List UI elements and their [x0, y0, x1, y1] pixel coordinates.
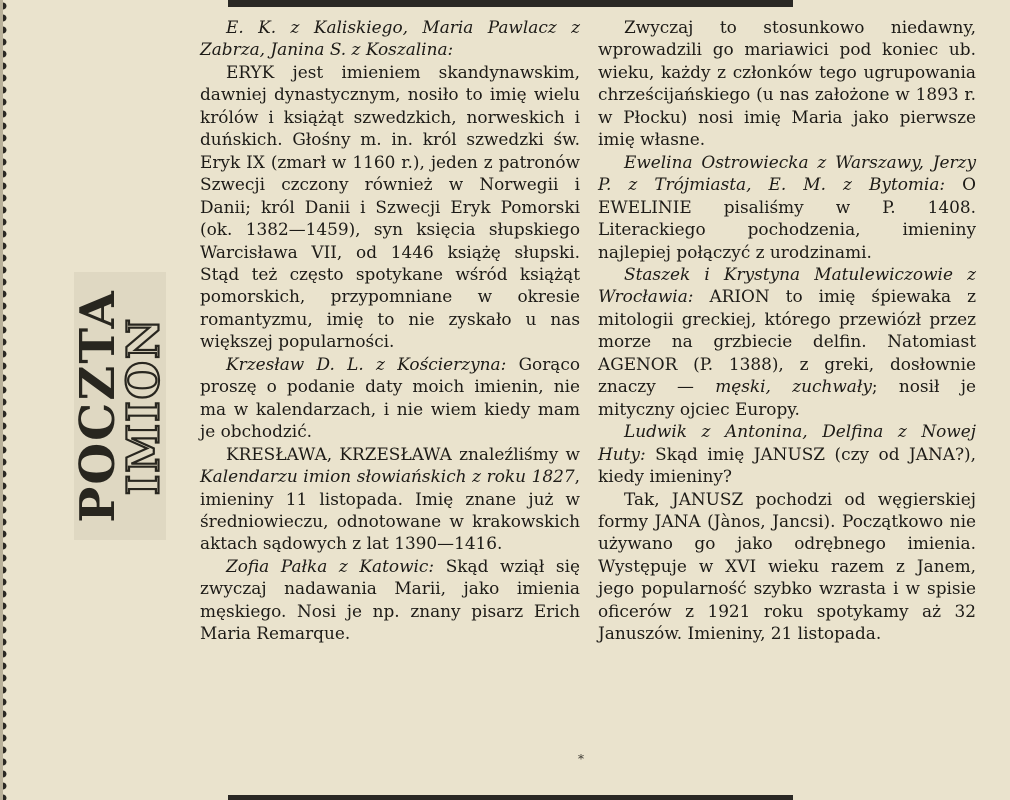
masthead-line-1: POCZTA	[70, 289, 126, 523]
reader-question	[200, 555, 580, 645]
answer-text: KRESŁAWA, KRZESŁAWA znaleźliśmy w	[226, 443, 580, 464]
top-border-bar	[228, 0, 793, 7]
answer-citation: Kalendarzu imion słowiańskich z roku 1827	[200, 466, 575, 487]
answer-paragraph	[200, 443, 580, 555]
answer-text: O EWELINIE pisaliśmy w P. 1408. Literackiego pochodzenia, imieniny najlepiej połączyć z urodzinami.	[598, 174, 977, 262]
reader-question	[598, 151, 976, 263]
left-perforation-border	[3, 0, 12, 800]
article-column-left	[200, 16, 580, 645]
bottom-border-bar	[228, 795, 793, 800]
answer-text: ; nosił je mityczny ojciec Europy.	[598, 376, 976, 419]
answer-text: , imieniny 11 listopada. Imię znane już w średniowieczu, odnotowane w krakowskich aktach sądowych z lat 1390—1416.	[200, 466, 580, 554]
reader-names: Ewelina Ostrowiecka z Warszawy, Jerzy P. z Trójmiasta, E. M. z Bytomia:	[598, 151, 976, 195]
answer-text: ARION to imię śpiewaka z mitologii greckiej, którego przewiózł przez morze na grzbiecie delfin. Natomiast AGENOR (P. 1388), z greki, dosłownie znaczy —	[598, 286, 976, 397]
reader-names: Staszek i Krystyna Matulewiczowie z Wrocławia:	[598, 263, 976, 307]
answer-paragraph: Zwyczaj to stosunkowo niedawny, wprowadzili go mariawici pod koniec ub. wieku, każdy z członków tego ugrupowania chrześcijańskiego (u nas założone w 1893 r. w Płocku) nosi imię Maria jako pierwsze imię własne.	[598, 17, 976, 150]
reader-names: Zofia Pałka z Katowic:	[226, 555, 435, 576]
question-text: Gorąco proszę o podanie daty moich imienin, nie ma w kalendarzach, i nie wiem kiedy mam je obchodzić.	[200, 353, 580, 442]
answer-paragraph: Tak, JANUSZ pochodzi od węgierskiej formy JANA (Jànos, Jancsi). Początkowo nie używano go jako odrębnego imienia. Występuje w XVI wieku razem z Janem, jego popularność szybko wzrasta i w spisie oficerów z 1921 roku spotykamy aż 32 Januszów. Imieniny, 21 listopada.	[598, 488, 976, 644]
reader-names: Krzesław D. L. z Kościerzyna:	[226, 353, 507, 374]
reader-question-names: E. K. z Kaliskiego, Maria Pawlacz z Zabrza, Janina S. z Koszalina:	[200, 17, 580, 60]
question-text: Skąd wziął się zwyczaj nadawania Marii, jako imienia męskiego. Nosi je np. znany pisarz Erich Maria Remarque.	[200, 555, 580, 644]
reader-names: Ludwik z Antonina, Delfina z Nowej Huty:	[598, 421, 976, 464]
question-text: Skąd imię JANUSZ (czy od JANA?), kiedy imieniny?	[598, 443, 976, 487]
masthead-line-2: IMION	[118, 316, 170, 496]
article-column-right	[598, 16, 976, 645]
emphasized-meaning: męski, zuchwały	[715, 376, 872, 397]
print-mark: *	[578, 752, 584, 766]
column-masthead	[70, 272, 170, 540]
reader-question	[598, 263, 976, 420]
reader-question	[598, 420, 976, 487]
reader-question	[200, 353, 580, 443]
answer-paragraph: ERYK jest imieniem skandynawskim, dawniej dynastycznym, nosiło to imię wielu królów i książąt szwedzkich, norweskich i duńskich. Głośny m. in. król szwedzki św. Eryk IX (zmarł w 1160 r.), jeden z patronów Szwecji czczony również w Norwegii i Danii; król Danii i Szwecji Eryk Pomorski (ok. 1382—1459), syn księcia słupskiego Warcisława VII, od 1446 książę słupski. Stąd też często spotykane wśród książąt pomorskich, przypomniane w okresie romantyzmu, imię to nie zyskało u nas większej popularności.	[200, 61, 580, 352]
